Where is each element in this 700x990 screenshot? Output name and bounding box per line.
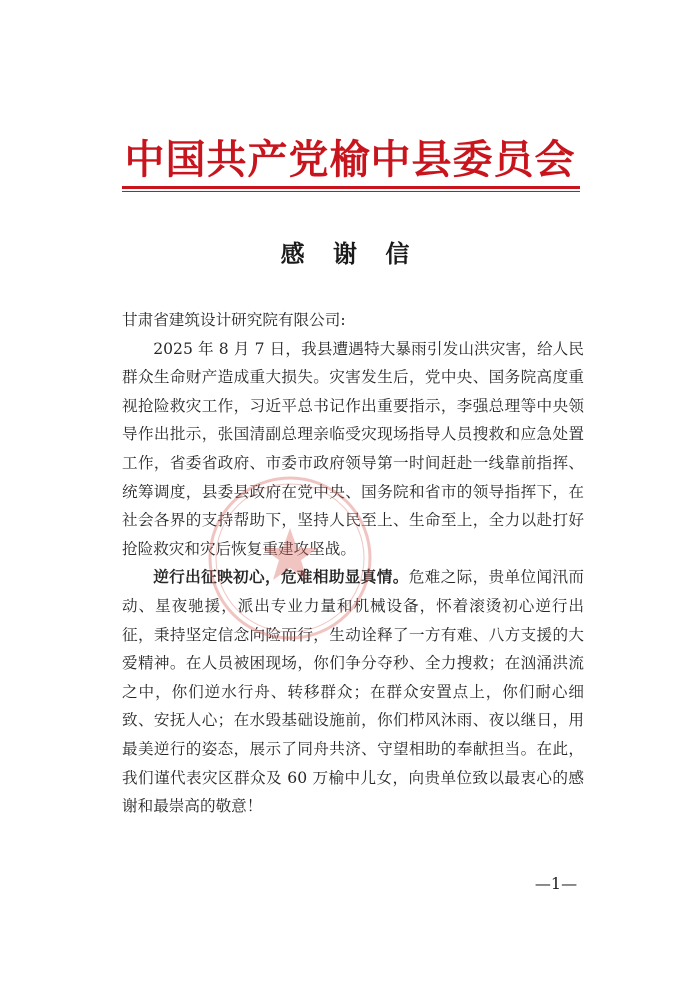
letter-title: 感 谢 信 bbox=[280, 239, 420, 268]
letterhead-rule-thick bbox=[122, 186, 580, 189]
seal-graphic bbox=[210, 478, 370, 638]
official-seal-icon bbox=[204, 472, 376, 644]
paragraph-2-lead: 逆行出征映初心，危难相助显真情。 bbox=[153, 567, 409, 587]
page-number: —1— bbox=[534, 874, 578, 893]
salutation: 甘肃省建筑设计研究院有限公司: bbox=[122, 311, 346, 329]
paragraph-1: 2025 年 8 月 7 日，我县遭遇特大暴雨引发山洪灾害，给人民群众生命财产造成重大损失。灾害发生后，党中央、国务院高度重视抢险救灾工作，习近平总书记作出重要指示，李强总理等中央领导作出批示，张国清副总理亲临受灾现场指导人员搜救和应急处置工作，省委省政府、市委市政府领导第一时间赶赴一线靠前指挥、统筹调度，县委县政府在党中央、国务院和省市的领导指挥下，在社会各界的支持帮助下，坚持人民至上、生命至上，全力以赴打好抢险救灾和灾后恢复重建攻坚战。 bbox=[122, 339, 584, 558]
paragraph-2-body: 危难之际，贵单位闻汛而动、星夜驰援，派出专业力量和机械设备，怀着滚烫初心逆行出征，秉持坚定信念向险而行，生动诠释了一方有难、八方支援的大爱精神。在人员被困现场，你们争分夺秒、全力搜救；在汹涌洪流之中，你们逆水行舟、转移群众；在群众安置点上，你们耐心细致、安抚人心；在水毁基础设施前，你们栉风沐雨、夜以继日，用最美逆行的姿态，展示了同舟共济、守望相助的奉献担当。在此，我们谨代表灾区群众及 60 万榆中儿女，向贵单位致以最衷心的感谢和最崇高的敬意！ bbox=[122, 568, 584, 816]
letterhead-rule-thin bbox=[122, 191, 580, 192]
org-letterhead-title: 中国共产党榆中县委员会 bbox=[124, 136, 576, 183]
